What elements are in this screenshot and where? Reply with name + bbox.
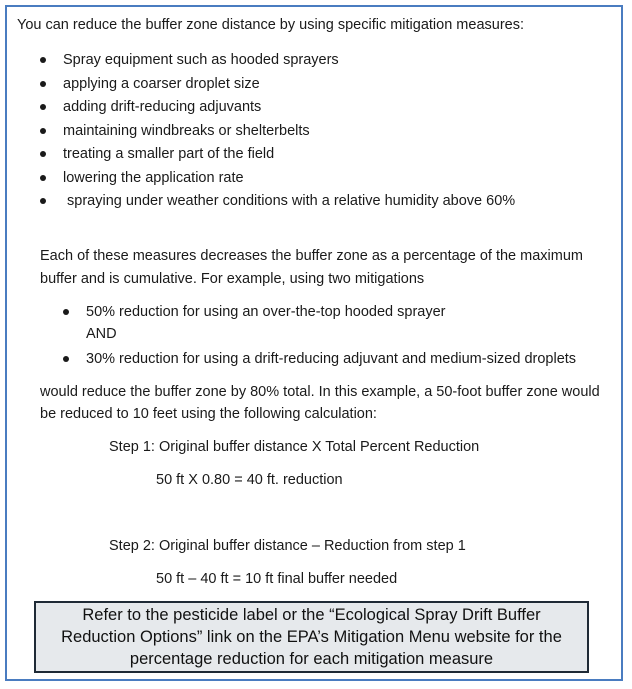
- step2-calculation: 50 ft – 40 ft = 10 ft final buffer needed: [156, 571, 398, 587]
- list-item: spraying under weather conditions with a relative humidity above 60%: [40, 190, 515, 214]
- explanation-line-1: Each of these measures decreases the buffer zone as a percentage of the maximum: [40, 248, 583, 264]
- bullet-icon: [40, 175, 46, 181]
- list-item: Spray equipment such as hooded sprayers: [40, 49, 515, 73]
- list-item: 30% reduction for using a drift-reducing adjuvant and medium-sized droplets: [63, 348, 576, 370]
- result-line-2: be reduced to 10 feet using the following calculation:: [40, 406, 377, 422]
- bullet-icon: [40, 151, 46, 157]
- list-item: applying a coarser droplet size: [40, 73, 515, 97]
- example-list: [63, 301, 576, 370]
- mitigation-measures-list: [40, 49, 515, 214]
- bullet-icon: [63, 356, 69, 362]
- explanation-line-2: buffer and is cumulative. For example, using two mitigations: [40, 271, 425, 287]
- list-item: adding drift-reducing adjuvants: [40, 96, 515, 120]
- list-item: treating a smaller part of the field: [40, 143, 515, 167]
- list-item: maintaining windbreaks or shelterbelts: [40, 120, 515, 144]
- bullet-icon: [40, 57, 46, 63]
- reference-callout: Refer to the pesticide label or the “Ecological Spray Drift Buffer Reduction Options” link on the EPA’s Mitigation Menu website for the percentage reduction for each mitigation measure: [34, 601, 589, 673]
- bullet-icon: [63, 309, 69, 315]
- step2-title: Step 2: Original buffer distance – Reduction from step 1: [109, 538, 466, 554]
- bullet-icon: [40, 81, 46, 87]
- bullet-icon: [40, 198, 46, 204]
- result-line-1: would reduce the buffer zone by 80% total. In this example, a 50-foot buffer zone would: [40, 384, 600, 400]
- list-item: lowering the application rate: [40, 167, 515, 191]
- step1-title: Step 1: Original buffer distance X Total Percent Reduction: [109, 439, 480, 455]
- intro-text: You can reduce the buffer zone distance by using specific mitigation measures:: [17, 17, 524, 33]
- list-item: 50% reduction for using an over-the-top hooded sprayer AND: [63, 301, 576, 345]
- step1-calculation: 50 ft X 0.80 = 40 ft. reduction: [156, 472, 343, 488]
- bullet-icon: [40, 104, 46, 110]
- bullet-icon: [40, 128, 46, 134]
